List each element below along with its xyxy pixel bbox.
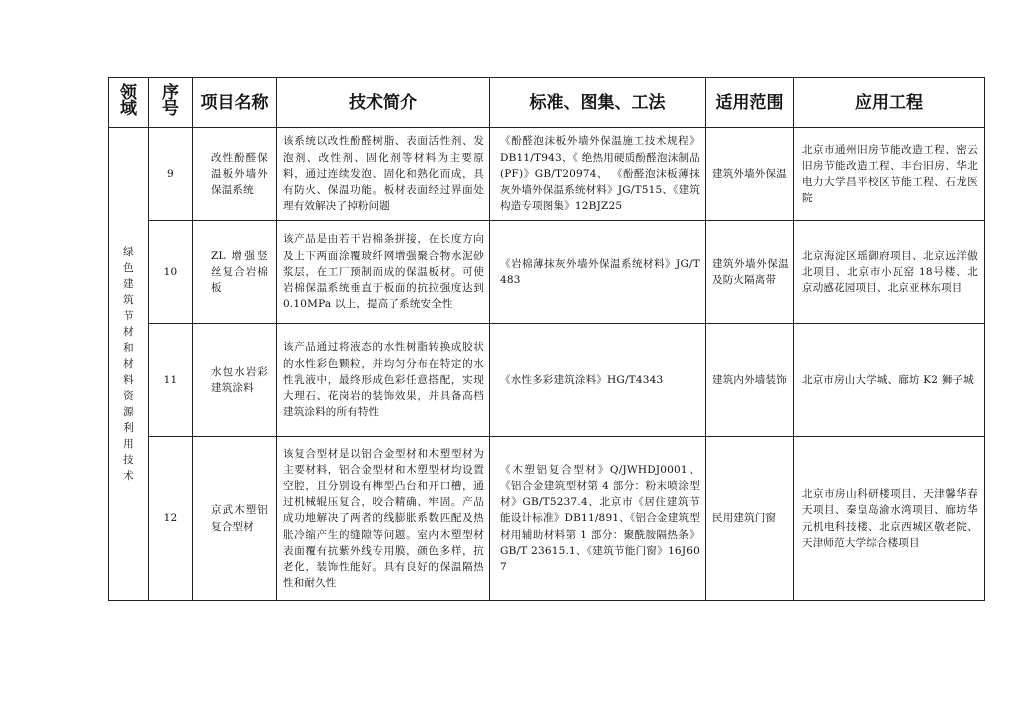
project-name: 京武木塑铝复合型材 xyxy=(193,437,277,601)
scope: 民用建筑门窗 xyxy=(706,437,794,601)
table-row xyxy=(109,324,985,437)
table-row xyxy=(109,221,985,324)
standards: 《木塑铝复合型材》Q/JWHDJ0001、《铝合金建筑型材第 4 部分：粉末喷涂型材》GB/T5237.4、北京市《居住建筑节能设计标准》DB11/891、《铝合金建筑型材用辅助材料第 1 部分：聚酰胺隔热条》GB/T 23615.1、《建筑节能门窗》16J607 xyxy=(490,437,706,601)
standards: 《水性多彩建筑涂料》HG/T4343 xyxy=(490,324,706,437)
header-tech-intro: 技术简介 xyxy=(277,78,490,128)
application-projects: 北京海淀区瑶御府项目、北京远洋傲北项目、北京市小瓦窑 18号楼、北京动感花园项目、北京亚林东项目 xyxy=(794,221,985,324)
header-projects: 应用工程 xyxy=(794,78,985,128)
row-number: 9 xyxy=(149,128,193,221)
project-name: 水包水岩彩建筑涂料 xyxy=(193,324,277,437)
row-number: 12 xyxy=(149,437,193,601)
tech-intro: 该系统以改性酚醛树脂、表面活性剂、发泡剂、改性剂、固化剂等材料为主要原料，通过连续发泡、固化和熟化而成，具有防火、保温功能。板材表面经过界面处理有效解决了掉粉问题 xyxy=(277,128,490,221)
header-project-name: 项目名称 xyxy=(193,78,277,128)
scope: 建筑外墙外保温及防火隔离带 xyxy=(706,221,794,324)
standards: 《酚醛泡沫板外墙外保温施工技术规程》DB11/T943、《 绝热用硬质酚醛泡沫制品(PF)》GB/T20974、 《酚醛泡沫板薄抹灰外墙外保温系统材料》JG/T515、《建筑构造专项图集》12BJZ25 xyxy=(490,128,706,221)
tech-intro: 该产品通过将液态的水性树脂转换成胶状的水性彩色颗粒，并均匀分布在特定的水性乳液中，最终形成色彩任意搭配，实现大理石、花岗岩的装饰效果，并具备高档建筑涂料的所有特性 xyxy=(277,324,490,437)
standards: 《岩棉薄抹灰外墙外保温系统材料》JG/T483 xyxy=(490,221,706,324)
technology-table xyxy=(108,77,985,601)
scope: 建筑外墙外保温 xyxy=(706,128,794,221)
field-cell xyxy=(109,128,149,601)
application-projects: 北京市通州旧房节能改造工程、密云旧房节能改造工程、丰台旧房、华北电力大学昌平校区节能工程、石龙医院 xyxy=(794,128,985,221)
project-name: 改性酚醛保温板外墙外保温系统 xyxy=(193,128,277,221)
row-number: 10 xyxy=(149,221,193,324)
row-number: 11 xyxy=(149,324,193,437)
scope: 建筑内外墙装饰 xyxy=(706,324,794,437)
application-projects: 北京市房山大学城、廊坊 K2 狮子城 xyxy=(794,324,985,437)
tech-intro: 该产品是由若干岩棉条拼接，在长度方向及上下两面涂覆玻纤网增强聚合物水泥砂浆层，在工厂预制而成的保温板材。可使岩棉保温系统垂直于板面的抗拉强度达到 0.10MPa 以上，提高了系统安全性 xyxy=(277,221,490,324)
table-row xyxy=(109,437,985,601)
project-name: ZL 增强竖丝复合岩棉板 xyxy=(193,221,277,324)
header-row xyxy=(109,78,985,128)
table-row xyxy=(109,128,985,221)
header-standards: 标准、图集、工法 xyxy=(490,78,706,128)
tech-intro: 该复合型材是以铝合金型材和木塑型材为主要材料，铝合金型材和木塑型材均设置空腔，且分别设有榫型凸台和开口槽，通过机械辊压复合，咬合精确、牢固。产品成功地解决了两者的线膨胀系数匹配及热胀冷缩产生的缝隙等问题。室内木塑型材表面覆有抗紫外线专用膜，颜色多样，抗老化，装饰性能好。具有良好的保温隔热性和耐久性 xyxy=(277,437,490,601)
field-label: 绿色建筑节材和材料资源利用技术 xyxy=(123,246,134,482)
header-field: 领域 xyxy=(109,78,149,128)
application-projects: 北京市房山科研楼项目、天津馨华春天项目、秦皇岛渝水湾项目、廊坊华元机电科技楼、北京西城区敬老院、天津师范大学综合楼项目 xyxy=(794,437,985,601)
header-number: 序号 xyxy=(149,78,193,128)
header-scope: 适用范围 xyxy=(706,78,794,128)
